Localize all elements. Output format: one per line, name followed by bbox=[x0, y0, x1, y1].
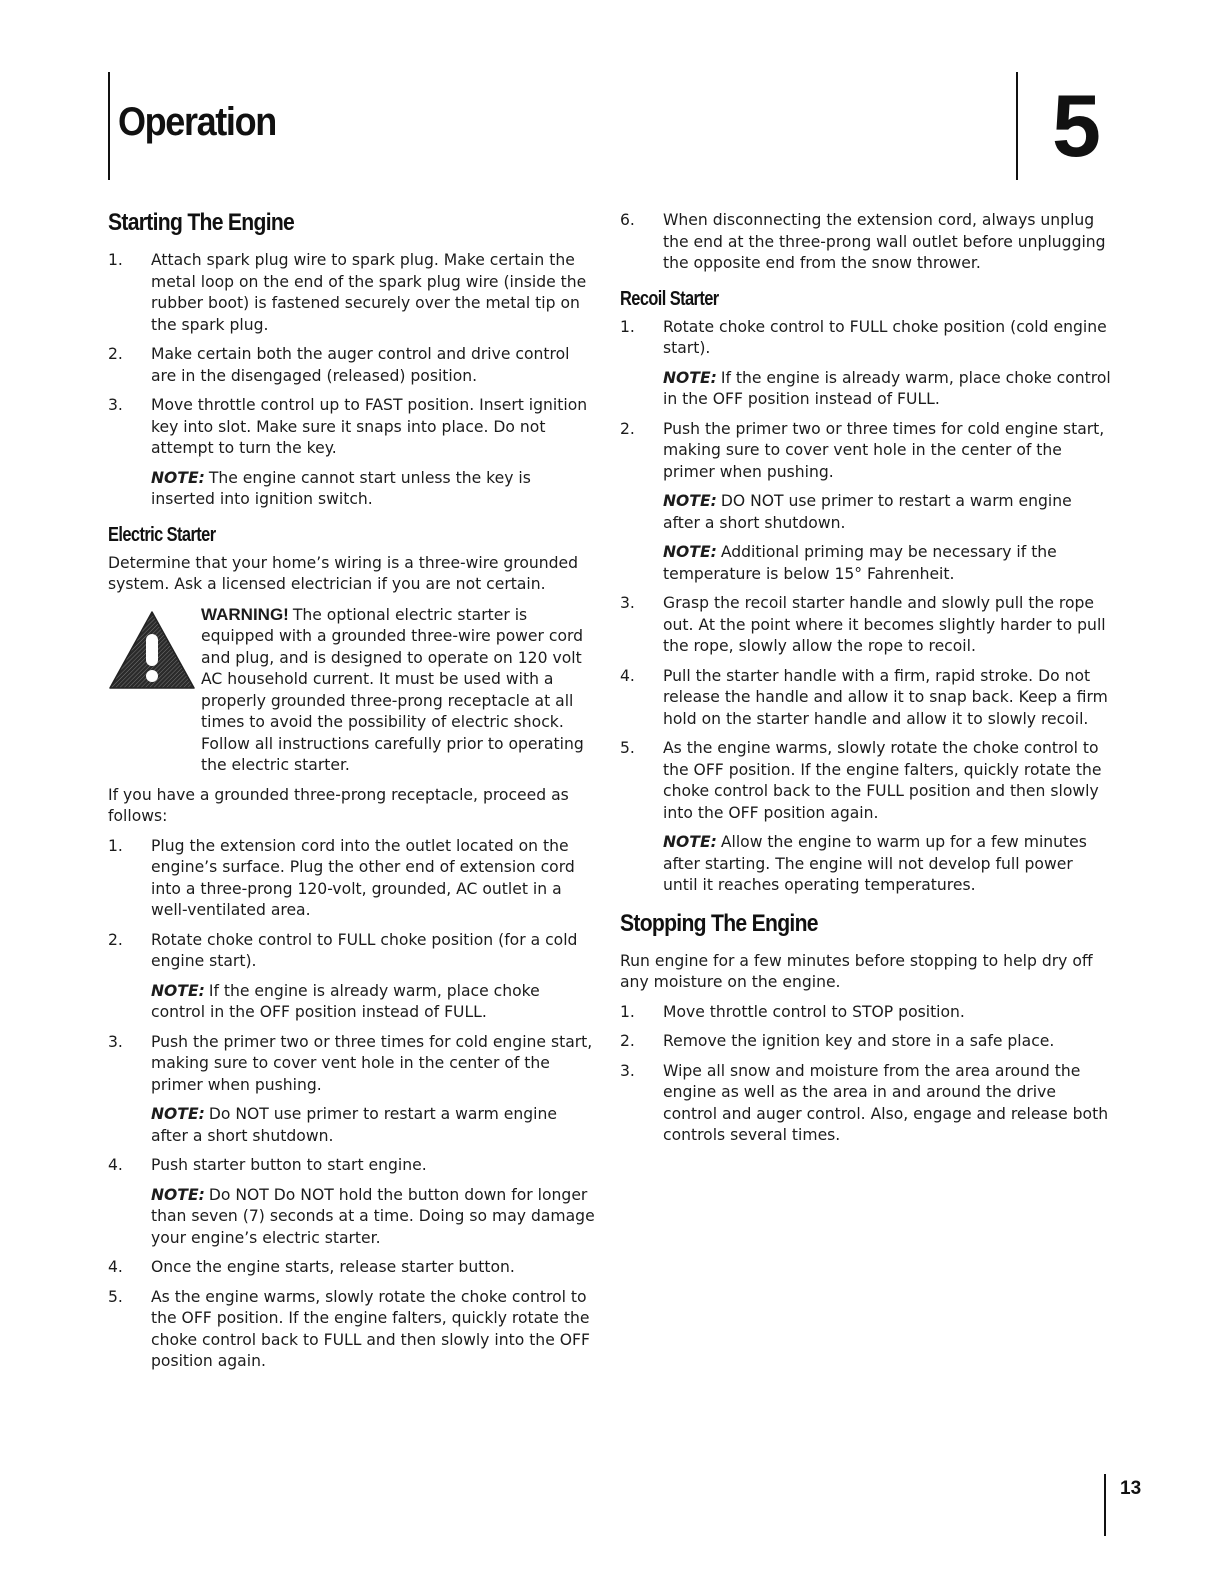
step-text: Move throttle control up to FAST position. Insert ignition key into slot. Make sure it snaps into place. Do not attempt to turn the key. bbox=[151, 396, 588, 457]
warning-body: The optional electric starter is equipped with a grounded three-wire power cord and plug, and is designed to operate on 120 volt AC household current. It must be used with a properly grounded three-prong receptacle at all times to avoid the possibility of electric shock. Follow all instructions carefully prior to operating the electric starter. bbox=[201, 605, 584, 774]
step-number: 3. bbox=[620, 594, 635, 612]
list-item bbox=[108, 1287, 598, 1373]
note-label: NOTE: bbox=[151, 468, 205, 487]
list-item bbox=[108, 1257, 598, 1279]
warning-text bbox=[201, 604, 598, 777]
step-text: As the engine warms, slowly rotate the choke control to the OFF position. If the engine falters, quickly rotate the choke control back to the FULL position and then slowly into the OFF position again. bbox=[663, 739, 1102, 822]
chapter-number: 5 bbox=[1052, 76, 1101, 175]
note-text: Allow the engine to warm up for a few minutes after starting. The engine will not develop full power until it reaches operating temperatures. bbox=[663, 833, 1087, 894]
list-item bbox=[108, 250, 598, 336]
page-number-rule bbox=[1104, 1474, 1106, 1536]
step-text: Push the primer two or three times for cold engine start, making sure to cover vent hole in the center of the primer when pushing. bbox=[663, 419, 1105, 481]
step-number: 4. bbox=[620, 666, 635, 685]
list-item bbox=[108, 1032, 598, 1148]
note-label: NOTE: bbox=[663, 833, 717, 851]
recoil-steps bbox=[620, 317, 1112, 897]
step-text: Move throttle control to STOP position. bbox=[663, 1002, 965, 1021]
electric-steps bbox=[108, 836, 598, 1373]
recoil-starter-heading: Recoil Starter bbox=[620, 287, 719, 310]
step-number: 5. bbox=[620, 739, 635, 757]
title-rule bbox=[108, 72, 110, 180]
step-number: 2. bbox=[108, 930, 123, 949]
warning-block bbox=[108, 604, 598, 777]
step-text: Once the engine starts, release starter button. bbox=[151, 1258, 515, 1276]
stopping-engine-heading: Stopping The Engine bbox=[620, 909, 818, 937]
note-text: DO NOT use primer to restart a warm engine after a short shutdown. bbox=[663, 492, 1072, 532]
step-number: 4. bbox=[108, 1156, 123, 1174]
stopping-intro: Run engine for a few minutes before stopping to help dry off any moisture on the engine. bbox=[620, 951, 1093, 991]
note bbox=[151, 981, 598, 1024]
note-text: If the engine is already warm, place choke control in the OFF position instead of FULL. bbox=[663, 368, 1111, 408]
step-number: 4. bbox=[108, 1258, 123, 1276]
list-item bbox=[620, 317, 1112, 411]
list-item bbox=[620, 1031, 1112, 1053]
step-number: 3. bbox=[108, 396, 123, 414]
step-text: As the engine warms, slowly rotate the choke control to the OFF position. If the engine falters, quickly rotate the choke control back to FULL and then slowly into the OFF position again. bbox=[151, 1287, 590, 1370]
note-text: Do NOT use primer to restart a warm engine after a short shutdown. bbox=[151, 1105, 557, 1145]
warning-triangle-icon bbox=[108, 610, 196, 690]
note bbox=[151, 468, 598, 511]
page-number: 13 bbox=[1120, 1478, 1142, 1499]
step-text: Push the primer two or three times for cold engine start, making sure to cover vent hole in the center of the primer when pushing. bbox=[151, 1032, 593, 1094]
electric-starter-heading: Electric Starter bbox=[108, 523, 216, 546]
note bbox=[663, 542, 1112, 585]
step-text: Remove the ignition key and store in a safe place. bbox=[663, 1032, 1055, 1050]
note bbox=[663, 368, 1112, 411]
note bbox=[663, 491, 1112, 534]
note bbox=[151, 1104, 598, 1147]
list-item bbox=[620, 1002, 1112, 1024]
step-number: 3. bbox=[620, 1061, 635, 1080]
step-number: 2. bbox=[108, 345, 123, 363]
step-text: Plug the extension cord into the outlet located on the engine’s surface. Plug the other end of extension cord into a three-prong 120-volt, grounded, AC outlet in a well-ventilated area. bbox=[151, 836, 575, 919]
note-label: NOTE: bbox=[663, 492, 717, 510]
note-text: The engine cannot start unless the key is inserted into ignition switch. bbox=[151, 468, 531, 508]
step-number: 3. bbox=[108, 1032, 123, 1051]
note-text: Do NOT Do NOT hold the button down for longer than seven (7) seconds at a time. Doing so may damage your engine’s electric starter. bbox=[151, 1185, 595, 1247]
list-item bbox=[620, 1061, 1112, 1147]
note-label: NOTE: bbox=[663, 368, 717, 387]
note bbox=[663, 832, 1112, 897]
note-text: Additional priming may be necessary if the temperature is below 15° Fahrenheit. bbox=[663, 543, 1057, 583]
list-item bbox=[620, 419, 1112, 586]
step-text: Pull the starter handle with a firm, rapid stroke. Do not release the handle and allow it to snap back. Keep a firm hold on the starter handle and allow it to slowly recoil. bbox=[663, 666, 1108, 728]
list-item bbox=[620, 593, 1112, 658]
list-item bbox=[108, 395, 598, 511]
step-number: 1. bbox=[108, 251, 123, 269]
list-item bbox=[108, 344, 598, 387]
step-text: Rotate choke control to FULL choke position (cold engine start). bbox=[663, 317, 1107, 357]
note-label: NOTE: bbox=[151, 981, 205, 1000]
step-text: Wipe all snow and moisture from the area around the engine as well as the area in and around the drive control and auger control. Also, engage and release both controls several times. bbox=[663, 1061, 1109, 1144]
electric-intro: Determine that your home’s wiring is a three-wire grounded system. Ask a licensed electrician if you are not certain. bbox=[108, 553, 579, 593]
note-label: NOTE: bbox=[663, 543, 717, 561]
step-number: 2. bbox=[620, 419, 635, 438]
list-item bbox=[620, 666, 1112, 731]
right-column bbox=[620, 210, 1112, 1155]
step-number: 1. bbox=[620, 1002, 635, 1021]
stopping-steps bbox=[620, 1002, 1112, 1147]
note-label: NOTE: bbox=[151, 1105, 205, 1123]
step-number: 5. bbox=[108, 1287, 123, 1306]
chapter-rule bbox=[1016, 72, 1018, 180]
list-item bbox=[620, 738, 1112, 897]
step-text: Push starter button to start engine. bbox=[151, 1156, 427, 1174]
step-number: 6. bbox=[620, 211, 635, 229]
starting-engine-heading: Starting The Engine bbox=[108, 209, 295, 236]
list-item bbox=[108, 930, 598, 1024]
step-text: When disconnecting the extension cord, always unplug the end at the three-prong wall outlet before unplugging the opposite end from the snow thrower. bbox=[663, 211, 1106, 272]
electric-proceed: If you have a grounded three-prong receptacle, proceed as follows: bbox=[108, 785, 569, 825]
warning-label: WARNING! bbox=[201, 604, 289, 624]
step-number: 1. bbox=[108, 836, 123, 855]
note bbox=[151, 1185, 598, 1250]
step-number: 1. bbox=[620, 317, 635, 336]
step-text: Make certain both the auger control and drive control are in the disengaged (released) position. bbox=[151, 345, 570, 385]
note-text: If the engine is already warm, place choke control in the OFF position instead of FULL. bbox=[151, 981, 540, 1021]
continued-steps bbox=[620, 210, 1112, 275]
step-text: Grasp the recoil starter handle and slowly pull the rope out. At the point where it becomes slightly harder to pull the rope, slowly allow the rope to recoil. bbox=[663, 594, 1106, 655]
list-item bbox=[108, 1155, 598, 1249]
starting-steps bbox=[108, 250, 598, 511]
step-number: 2. bbox=[620, 1032, 635, 1050]
left-column bbox=[108, 208, 598, 1381]
step-text: Rotate choke control to FULL choke position (for a cold engine start). bbox=[151, 930, 578, 970]
list-item bbox=[108, 836, 598, 922]
step-text: Attach spark plug wire to spark plug. Make certain the metal loop on the end of the spark plug wire (inside the rubber boot) is fastened securely over the metal tip on the spark plug. bbox=[151, 251, 587, 334]
page-title: Operation bbox=[118, 100, 276, 144]
note-label: NOTE: bbox=[151, 1185, 205, 1204]
list-item bbox=[620, 210, 1112, 275]
